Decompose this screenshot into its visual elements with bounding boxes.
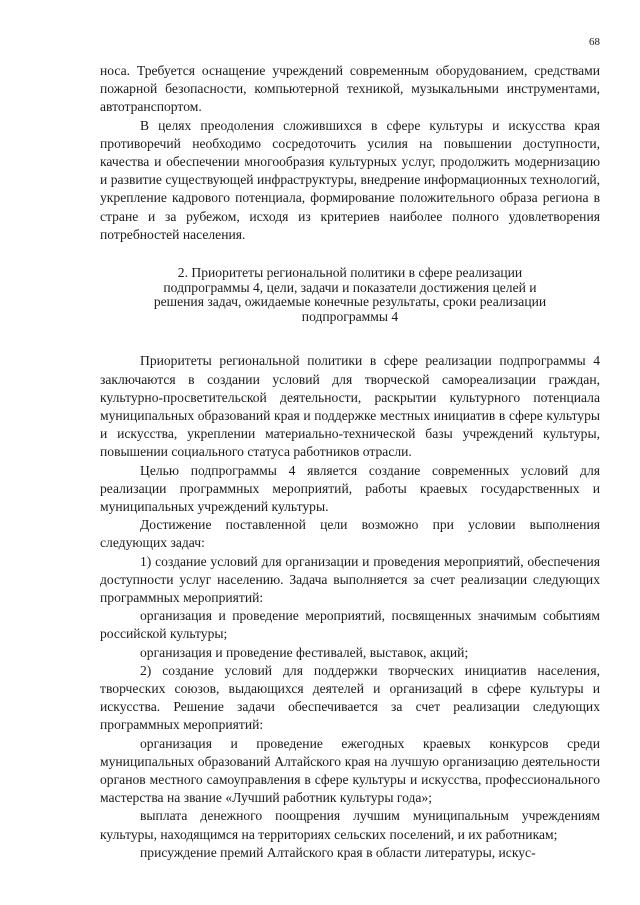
list-item: организация и проведение мероприятий, посвященных значимым событиям российской культуры; [100,608,600,642]
paragraph: Целью подпрограммы 4 является создание современных условий для реализации программных мероприятий, работы краевых государственных и муниципальных учреждений культуры. [100,462,600,515]
section-heading: 2. Приоритеты региональной политики в сфере реализации подпрограммы 4, цели, задачи и показатели достижения целей и решения задач, ожидаемые конечные результаты, сроки реализации подпрограммы 4 [153,265,547,324]
paragraph: Приоритеты региональной политики в сфере реализации подпрограммы 4 заключаются в создании условий для творческой самореализации граждан, культурно-просветительской деятельности, раскрытии культурного потенциала муниципальных образований края и поддержке местных инициатив в сфере культуры и искусства, укреплении материально-технической базы учреждений культуры, повышении социального статуса работников отрасли. [100,353,600,460]
list-item: выплата денежного поощрения лучшим муниципальным учреждениям культуры, находящимся на территориях сельских поселений, и их работникам; [100,808,600,842]
document-body [100,62,600,862]
paragraph: В целях преодоления сложившихся в сфере культуры и искусства края противоречий необходимо сосредоточить усилия на повышении доступности, качества и обеспечении многообразия культурных услуг, продолжить модернизацию и развитие существующей инфраструктуры, внедрение информационных технологий, укрепление кадрового потенциала, формирование положительного образа региона в стране и за рубежом, исходя из критериев наиболее полного удовлетворения потребностей населения. [100,117,600,242]
page-number: 68 [589,36,600,48]
list-item: присуждение премий Алтайского края в области литературы, искус- [140,844,536,860]
list-item: организация и проведение ежегодных краевых конкурсов среди муниципальных образований Алтайского края на лучшую организацию деятельности органов местного самоуправления в сфере культуры и искусства, профессионального мастерства на звание «Лучший работник культуры года»; [100,735,600,806]
paragraph-continuation: носа. Требуется оснащение учреждений современным оборудованием, средствами пожарной безопасности, компьютерной техникой, музыкальными инструментами, автотранспортом. [100,63,600,115]
list-item: 1) создание условий для организации и проведения мероприятий, обеспечения доступности услуг населению. Задача выполняется за счет реализации следующих программных мероприятий: [100,553,600,606]
paragraph: Достижение поставленной цели возможно при условии выполнения следующих задач: [100,517,600,551]
list-item: организация и проведение фестивалей, выставок, акций; [140,644,469,660]
list-item: 2) создание условий для поддержки творческих инициатив населения, творческих союзов, выдающихся деятелей и организаций в сфере культуры и искусства. Решение задачи обеспечивается за счет реализации следующих программных мероприятий: [100,662,600,733]
